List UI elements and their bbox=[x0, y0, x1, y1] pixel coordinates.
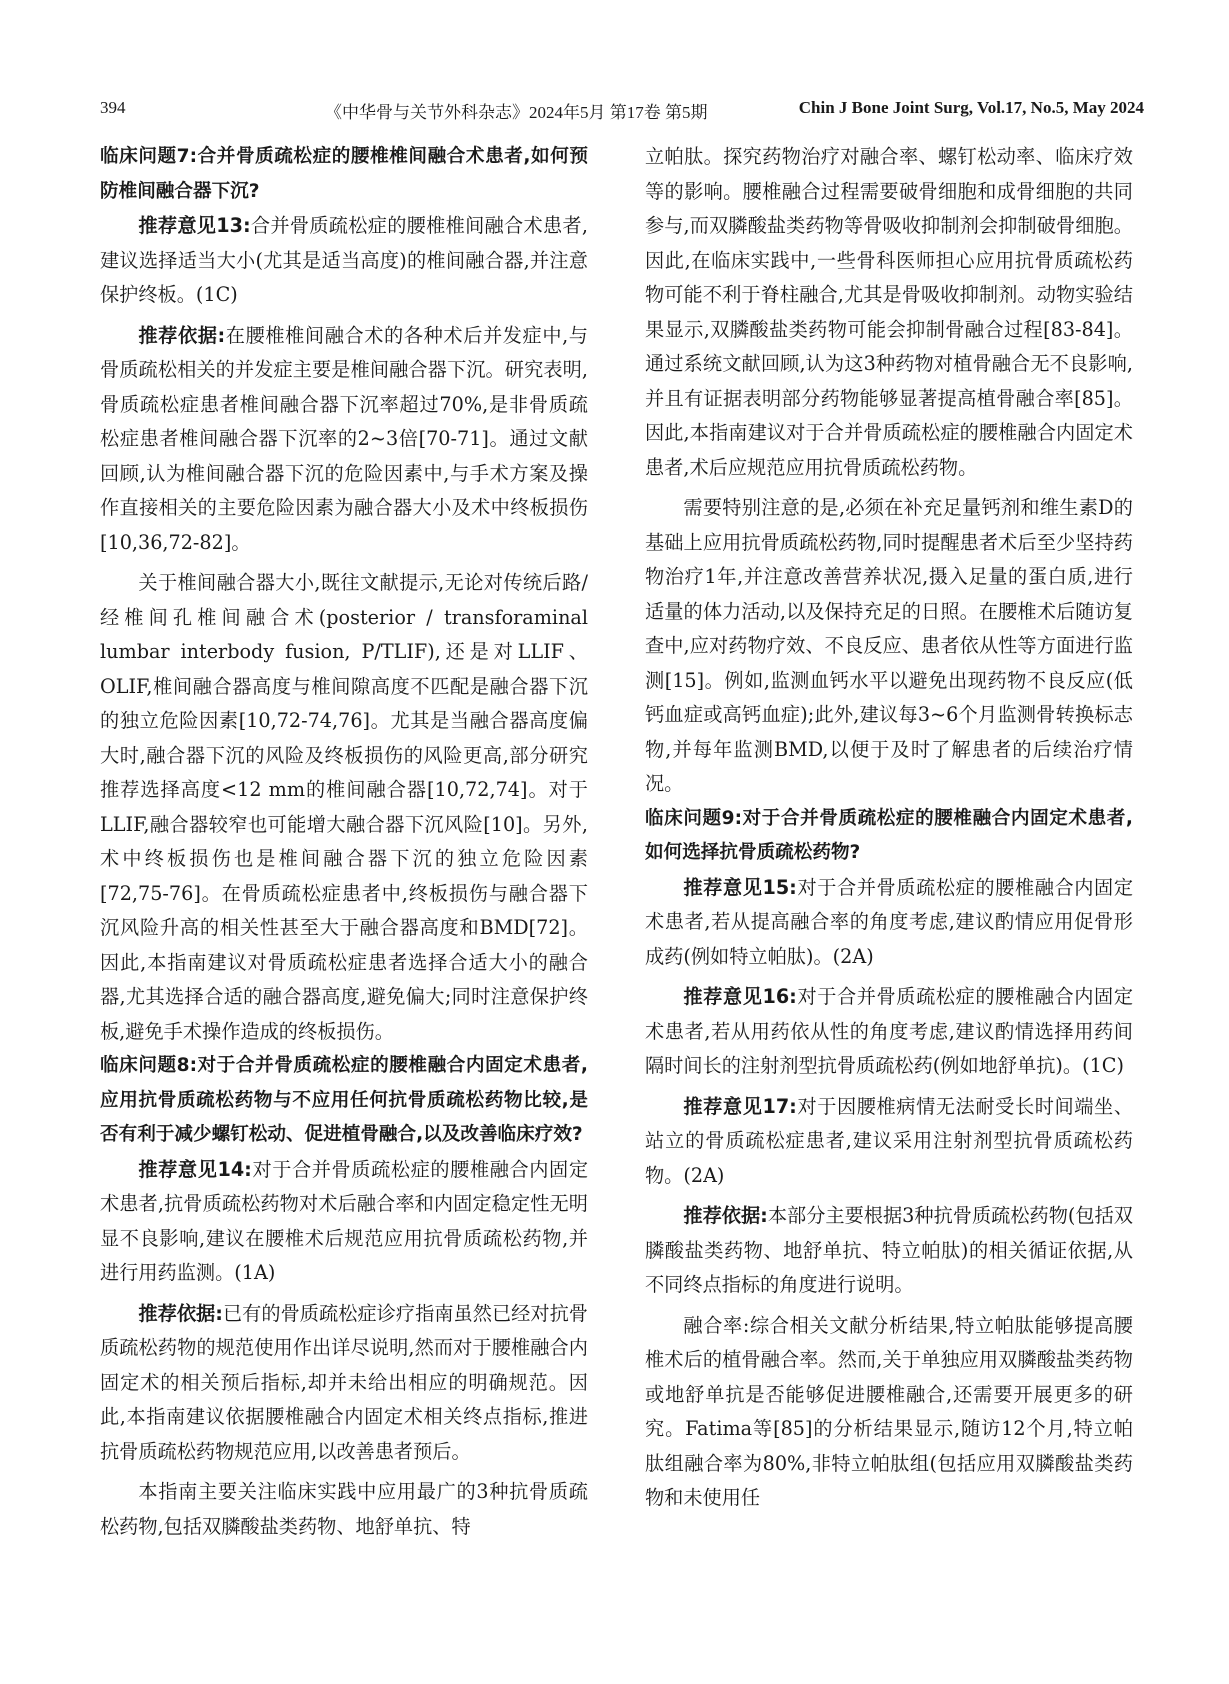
basis-text: 本部分主要根据3种抗骨质疏松药物(包括双膦酸盐类药物、地舒单抗、特立帕肽)的相关循证依据,从不同终点指标的角度进行说明。 bbox=[645, 1204, 1133, 1296]
continued-paragraph: 立帕肽。探究药物治疗对融合率、螺钉松动率、临床疗效等的影响。腰椎融合过程需要破骨细胞和成骨细胞的共同参与,而双膦酸盐类药物等骨吸收抑制剂会抑制破骨细胞。因此,在临床实践中,一些骨科医师担心应用抗骨质疏松药物可能不利于脊柱融合,尤其是骨吸收抑制剂。动物实验结果显示,双膦酸盐类药物可能会抑制骨融合过程[83-84]。通过系统文献回顾,认为这3种药物对植骨融合无不良影响,并且有证据表明部分药物能够显著提高植骨融合率[85]。因此,本指南建议对于合并骨质疏松症的腰椎融合内固定术患者,术后应规范应用抗骨质疏松药物。 bbox=[645, 145, 1133, 479]
recommendation-label: 推荐意见15: bbox=[683, 875, 797, 899]
journal-title-cn: 《中华骨与关节外科杂志》2024年5月 第17卷 第5期 bbox=[325, 103, 708, 122]
attention-paragraph: 需要特别注意的是,必须在补充足量钙剂和维生素D的基础上应用抗骨质疏松药物,同时提醒患者术后至少坚持药物治疗1年,并注意改善营养状况,摄入足量的蛋白质,进行适量的体力活动,以及保持充足的日照。在腰椎术后随访复查中,应对药物疗效、不良反应、患者依从性等方面进行监测[15]。例如,监测血钙水平以避免出现药物不良反应(低钙血症或高钙血症);此外,建议每3~6个月监测骨转换标志物,并每年监测BMD,以便于及时了解患者的后续治疗情况。 bbox=[645, 496, 1133, 795]
left-column bbox=[100, 140, 588, 1544]
basis-label: 推荐依据: bbox=[138, 323, 226, 347]
cage-size-paragraph: 关于椎间融合器大小,既往文献提示,无论对传统后路/经椎间孔椎间融合术(posterior / transforaminal lumbar interbody fusion, P/TLIF),还是对LLIF、OLIF,椎间融合器高度与椎间隙高度不匹配是融合器下沉的独立危险因素[10,72-74,76]。尤其是当融合器高度偏大时,融合器下沉的风险及终板损伤的风险更高,部分研究推荐选择高度<12 mm的椎间融合器[10,72,74]。对于LLIF,融合器较窄也可能增大融合器下沉风险[10]。另外,术中终板损伤也是椎间融合器下沉的独立危险因素[72,75-76]。在骨质疏松症患者中,终板损伤与融合器下沉风险升高的相关性甚至大于融合器高度和BMD[72]。因此,本指南建议对骨质疏松症患者选择合适大小的融合器,尤其选择合适的融合器高度,避免偏大;同时注意保护终板,避免手术操作造成的终板损伤。 bbox=[100, 571, 588, 1043]
recommendation-14 bbox=[100, 1153, 588, 1291]
basis-paragraph bbox=[100, 319, 588, 561]
recommendation-text: 对于合并骨质疏松症的腰椎融合内固定术患者,抗骨质疏松药物对术后融合率和内固定稳定性无明显不良影响,建议在腰椎术后规范应用抗骨质疏松药物,并进行用药监测。(1A) bbox=[100, 1157, 589, 1284]
fusion-rate-paragraph: 融合率:综合相关文献分析结果,特立帕肽能够提高腰椎术后的植骨融合率。然而,关于单独应用双膦酸盐类药物或地舒单抗是否能够促进腰椎融合,还需要开展更多的研究。Fatima等[85]的分析结果显示,随访12个月,特立帕肽组融合率为80%,非特立帕肽组(包括应用双膦酸盐类药物和未使用任 bbox=[645, 1313, 1133, 1509]
clinical-question-8: 临床问题8:对于合并骨质疏松症的腰椎融合内固定术患者,应用抗骨质疏松药物与不应用任何抗骨质疏松药物比较,是否有利于减少螺钉松动、促进植骨融合,以及改善临床疗效? bbox=[100, 1055, 588, 1145]
recommendation-text: 合并骨质疏松症的腰椎椎间融合术患者,建议选择适当大小(尤其是适当高度)的椎间融合器,并注意保护终板。(1C) bbox=[100, 214, 588, 306]
recommendation-text: 对于合并骨质疏松症的腰椎融合内固定术患者,若从提高融合率的角度考虑,建议酌情应用促骨形成药(例如特立帕肽)。(2A) bbox=[645, 875, 1134, 968]
journal-title-en: Chin J Bone Joint Surg, Vol.17, No.5, May 2024 bbox=[798, 98, 1144, 117]
basis-paragraph-3 bbox=[645, 1199, 1133, 1303]
recommendation-label: 推荐意见13: bbox=[138, 214, 251, 237]
clinical-question-7: 临床问题7:合并骨质疏松症的腰椎椎间融合术患者,如何预防椎间融合器下沉? bbox=[100, 146, 588, 202]
clinical-question-9: 临床问题9:对于合并骨质疏松症的腰椎融合内固定术患者,如何选择抗骨质疏松药物? bbox=[645, 807, 1133, 863]
basis-label: 推荐依据: bbox=[683, 1204, 768, 1227]
three-drugs-paragraph: 本指南主要关注临床实践中应用最广的3种抗骨质疏松药物,包括双膦酸盐类药物、地舒单抗、特 bbox=[100, 1480, 588, 1538]
recommendation-label: 推荐意见16: bbox=[683, 985, 797, 1008]
right-column bbox=[645, 140, 1133, 1516]
basis-label: 推荐依据: bbox=[138, 1301, 223, 1325]
recommendation-16 bbox=[645, 980, 1133, 1084]
recommendation-17 bbox=[645, 1090, 1133, 1194]
recommendation-text: 对于因腰椎病情无法耐受长时间端坐、站立的骨质疏松症患者,建议采用注射剂型抗骨质疏松药物。(2A) bbox=[645, 1094, 1134, 1187]
recommendation-15 bbox=[645, 871, 1133, 975]
page-number: 394 bbox=[100, 98, 126, 117]
recommendation-text: 对于合并骨质疏松症的腰椎融合内固定术患者,若从用药依从性的角度考虑,建议酌情选择用药间隔时间长的注射剂型抗骨质疏松药(例如地舒单抗)。(1C) bbox=[645, 985, 1134, 1077]
basis-text: 在腰椎椎间融合术的各种术后并发症中,与骨质疏松相关的并发症主要是椎间融合器下沉。研究表明,骨质疏松症患者椎间融合器下沉率超过70%,是非骨质疏松症患者椎间融合器下沉率的2~3倍[70-71]。通过文献回顾,认为椎间融合器下沉的危险因素中,与手术方案及操作直接相关的主要危险因素为融合器大小及术中终板损伤[10,36,72-82]。 bbox=[100, 323, 588, 554]
recommendation-13 bbox=[100, 209, 588, 313]
recommendation-label: 推荐意见14: bbox=[138, 1157, 252, 1181]
basis-text: 已有的骨质疏松症诊疗指南虽然已经对抗骨质疏松药物的规范使用作出详尽说明,然而对于腰椎融合内固定术的相关预后指标,却并未给出相应的明确规范。因此,本指南建议依据腰椎融合内固定术相关终点指标,推进抗骨质疏松药物规范应用,以改善患者预后。 bbox=[100, 1301, 588, 1463]
recommendation-label: 推荐意见17: bbox=[683, 1094, 797, 1118]
basis-paragraph-2 bbox=[100, 1297, 588, 1470]
running-header bbox=[100, 92, 1144, 122]
